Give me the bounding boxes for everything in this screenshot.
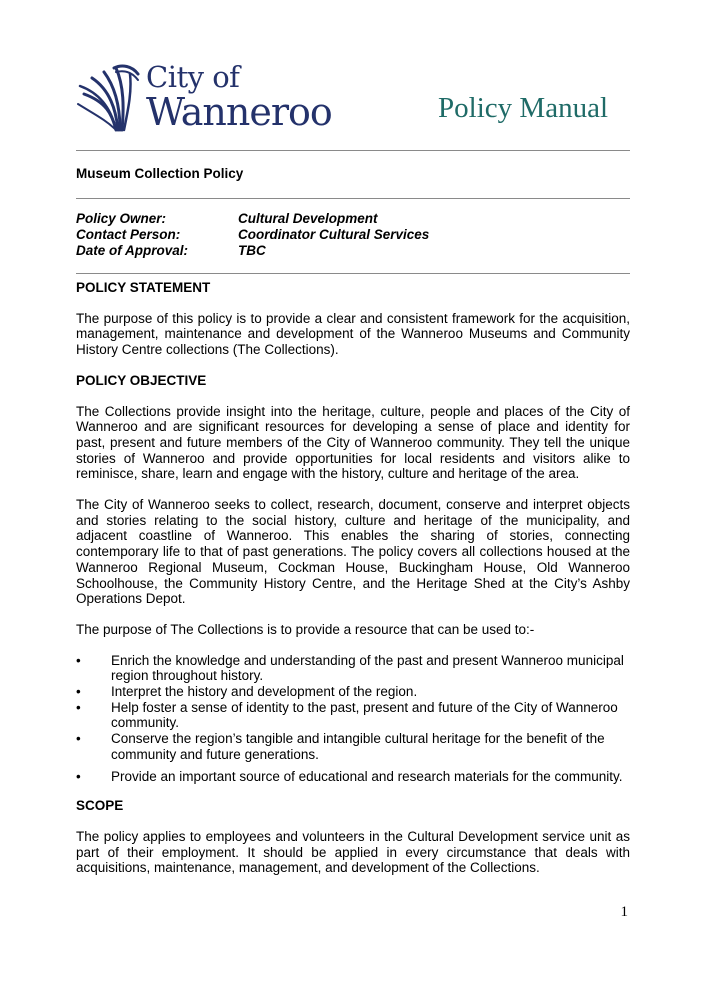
purpose-bullet-list [76,653,630,785]
policy-statement-paragraph: The purpose of this policy is to provide a clear and consistent framework for the acquisition, management, maintenance and development of the Wanneroo Museums and Community History Centre collections (The Collections). [76,310,630,358]
section-heading-policy-objective: POLICY OBJECTIVE [76,372,207,388]
divider [76,198,630,199]
bullet-dot-icon: • [76,768,81,784]
bullet-item [76,769,630,785]
logo-city-text: City of [146,60,240,94]
policy-objective-paragraph: The purpose of The Collections is to provide a resource that can be used to:- [76,621,535,637]
bullet-dot-icon: • [76,731,81,747]
bullet-dot-icon: • [76,699,81,715]
policy-metadata [76,211,429,259]
meta-label: Contact Person: [76,227,181,242]
bullet-item [76,653,630,684]
city-of-wanneroo-logo [76,60,332,134]
bullet-text: Conserve the region’s tangible and intangible cultural heritage for the benefit of the community and future generations. [111,731,605,762]
section-heading-scope: SCOPE [76,798,124,814]
bullet-item [76,700,630,731]
bullet-text: Enrich the knowledge and understanding of the past and present Wanneroo municipal region throughout history. [111,652,624,684]
meta-value: Cultural Development [238,211,378,226]
meta-value: TBC [238,243,266,258]
bullet-dot-icon: • [76,652,81,668]
meta-row-date-of-approval [76,243,429,259]
meta-row-contact-person [76,227,429,243]
policy-objective-paragraph: The Collections provide insight into the heritage, culture, people and places of the City of Wanneroo and are significant resources for developing a sense of place and identity for past, present and future members of the City of Wanneroo community. They tell the unique stories of Wanneroo and provide opportunities for local residents and visitors alike to reminisce, share, learn and engage with the history, culture and heritage of the area. [76,403,630,482]
policy-objective-paragraph: The City of Wanneroo seeks to collect, research, document, conserve and interpret objects and stories relating to the social history, culture and heritage of the municipality, and adjacent coastline of Wanneroo. This enables the sharing of stories, connecting contemporary life to that of past generations. The policy covers all collections housed at the Wanneroo Regional Museum, Cockman House, Buckingham House, Old Wanneroo Schoolhouse, the Community History Centre, and the Heritage Shed at the City’s Ashby Operations Depot. [76,497,630,607]
bullet-dot-icon: • [76,684,81,700]
bullet-text: Interpret the history and development of the region. [111,684,418,700]
divider [76,150,630,151]
meta-label: Date of Approval: [76,243,189,258]
logo-wanneroo-text: Wanneroo [146,90,332,134]
policy-content [76,280,630,891]
divider [76,273,630,274]
bullet-text: Help foster a sense of identity to the past, present and future of the City of Wanneroo community. [111,699,618,731]
meta-value: Coordinator Cultural Services [238,227,430,242]
logo-plant-icon [76,64,142,132]
scope-paragraph: The policy applies to employees and volunteers in the Cultural Development service unit as part of their employment. It should be applied in every circumstance that deals with acquisitions, maintenance, management, and development of the Collections. [76,828,630,876]
document-title: Museum Collection Policy [76,166,244,181]
page-number: 1 [620,904,628,920]
meta-row-policy-owner [76,211,429,227]
bullet-item [76,731,630,762]
bullet-text: Provide an important source of educational and research materials for the community. [111,768,623,784]
policy-manual-title: Policy Manual [438,92,608,124]
bullet-item [76,684,630,700]
meta-label: Policy Owner: [76,211,167,226]
section-heading-policy-statement: POLICY STATEMENT [76,280,211,295]
